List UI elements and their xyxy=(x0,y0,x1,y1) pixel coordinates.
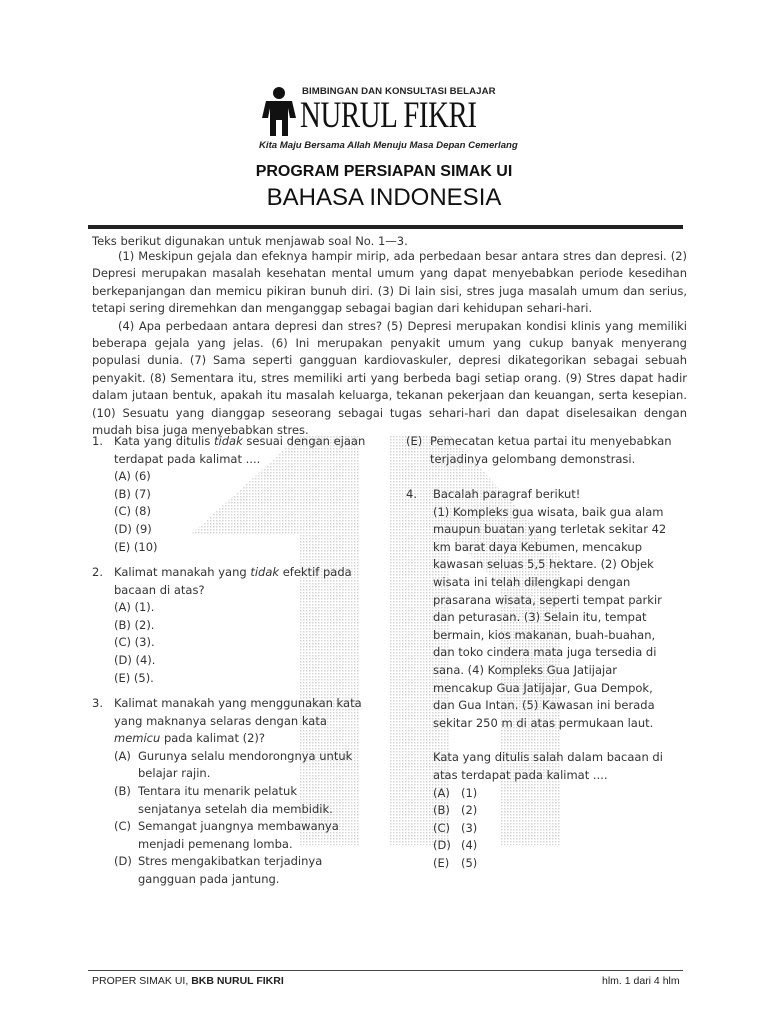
passage-intro: Teks berikut digunakan untuk menjawab soal No. 1—3. xyxy=(92,234,408,248)
option-a[interactable]: (A) Gurunya selalu mendorongnya untuk belajar rajin. xyxy=(114,748,353,781)
question-4 xyxy=(406,486,676,872)
reading-passage xyxy=(92,248,687,439)
answer-options xyxy=(114,599,367,687)
logo-tagline: BIMBINGAN DAN KONSULTASI BELAJAR xyxy=(302,86,496,97)
question-number: 3. xyxy=(92,696,103,710)
program-title: PROGRAM PERSIAPAN SIMAK UI xyxy=(255,163,513,180)
option-e[interactable]: (E) (10) xyxy=(114,539,158,554)
footer-left: PROPER SIMAK UI, BKB NURUL FIKRI xyxy=(92,975,284,987)
question-text: Kalimat manakah yang menggunakan kata yang maknanya selaras dengan kata memicu pada kalimat (2)? xyxy=(114,696,362,746)
question-2 xyxy=(92,564,367,687)
question-lead: Bacalah paragraf berikut! xyxy=(433,487,581,501)
answer-options xyxy=(114,468,367,556)
option-a[interactable]: (A) (1). xyxy=(114,600,155,615)
option-c[interactable]: (C) (8) xyxy=(114,504,151,519)
question-1 xyxy=(92,433,367,556)
question-3 xyxy=(92,695,362,889)
option-b[interactable]: (B) Tentara itu menarik pelatuk senjatanya setelah dia membidik. xyxy=(114,783,333,816)
option-a[interactable]: (A) (1) xyxy=(433,785,478,800)
option-b[interactable]: (B) (7) xyxy=(114,486,151,501)
answer-options xyxy=(433,785,676,873)
question-number: 4. xyxy=(406,487,417,501)
passage-paragraph-2: (4) Apa perbedaan antara depresi dan stres? (5) Depresi merupakan kondisi klinis yang memiliki beberapa gejala yang jelas. (6) Ini merupakan penyakit umum yang cukup banyak menyerang populasi dunia. (7) Sama seperti gangguan kardiovaskuler, depresi dikategorikan sebagai sebuah penyakit. (8) Sementara itu, stres memiliki arti yang berbeda bagi setiap orang. (9) Stres dapat hadir dalam jutaan bentuk, apakah itu masalah keluarga, tekanan pekerjaan dan keuangan, serta kesepian. (10) Sesuatu yang dianggap seseorang sebagai tugas sehari-hari dan dapat diselesaikan dengan mudah bisa juga menyebabkan stres. xyxy=(92,318,687,438)
option-e[interactable]: (E) (5) xyxy=(433,855,478,870)
question-text: Kata yang ditulis salah dalam bacaan di atas terdapat pada kalimat .... xyxy=(433,750,663,782)
answer-options xyxy=(114,748,362,889)
option-d[interactable]: (D) (4) xyxy=(433,838,478,853)
option-c[interactable]: (C) Semangat juangnya membawanya menjadi pemenang lomba. xyxy=(114,819,339,851)
question-number: 2. xyxy=(92,565,103,579)
logo-slogan: Kita Maju Bersama Allah Menuju Masa Depan Cemerlang xyxy=(259,140,518,151)
option-b[interactable]: (B) (2) xyxy=(433,803,478,818)
question-text: Kalimat manakah yang tidak efektif pada bacaan di atas? xyxy=(114,565,352,597)
question-text: Kata yang ditulis tidak sesuai dengan ejaan terdapat pada kalimat .... xyxy=(114,434,366,466)
option-e[interactable]: (E) (5). xyxy=(114,670,154,685)
page-number: hlm. 1 dari 4 hlm xyxy=(602,975,680,987)
option-d[interactable]: (D) Stres mengakibatkan terjadinya gangguan pada jantung. xyxy=(114,854,323,886)
header-divider xyxy=(88,225,683,229)
footer-divider xyxy=(88,970,683,971)
option-a[interactable]: (A) (6) xyxy=(114,469,151,484)
option-c[interactable]: (C) (3) xyxy=(433,820,478,835)
option-b[interactable]: (B) (2). xyxy=(114,617,155,632)
option-d[interactable]: (D) (9) xyxy=(114,521,152,536)
logo-brand-name: NURUL FIKRI xyxy=(300,95,477,136)
question-number: 1. xyxy=(92,434,103,448)
subject-title: BAHASA INDONESIA xyxy=(266,184,502,211)
option-d[interactable]: (D) (4). xyxy=(114,652,156,667)
option-c[interactable]: (C) (3). xyxy=(114,635,155,650)
question-paragraph: (1) Kompleks gua wisata, baik gua alam maupun buatan yang terletak sekitar 42 km barat daya Kebumen, mencakup kawasan seluas 5,5 hektare. (2) Objek wisata ini telah dilengkapi dengan prasarana wisata, seperti tempat parkir dan peturasan. (3) Selain itu, tempat bermain, kios makanan, buah-buahan, dan toko cindera mata juga tersedia di sana. (4) Kompleks Gua Jatijajar mencakup Gua Jatijajar, Gua Dempok, dan Gua Intan. (5) Kawasan ini berada sekitar 250 m di atas permukaan laut. xyxy=(433,504,667,730)
passage-paragraph-1: (1) Meskipun gejala dan efeknya hampir mirip, ada perbedaan besar antara stres dan depresi. (2) Depresi merupakan masalah kesehatan mental umum yang dapat menyebabkan periode kesedihan berkepanjangan dan memicu pikiran bunuh diri. (3) Di lain sisi, stres juga masalah umum dan serius, tetapi sering diremehkan dan menganggap sebagai bagian dari kehidupan sehari-hari. xyxy=(92,249,687,316)
option-e[interactable]: (E) Pemecatan ketua partai itu menyebabkan terjadinya gelombang demonstrasi. xyxy=(406,434,672,466)
question-3-continued xyxy=(406,433,676,468)
logo-figure-icon xyxy=(260,86,298,138)
